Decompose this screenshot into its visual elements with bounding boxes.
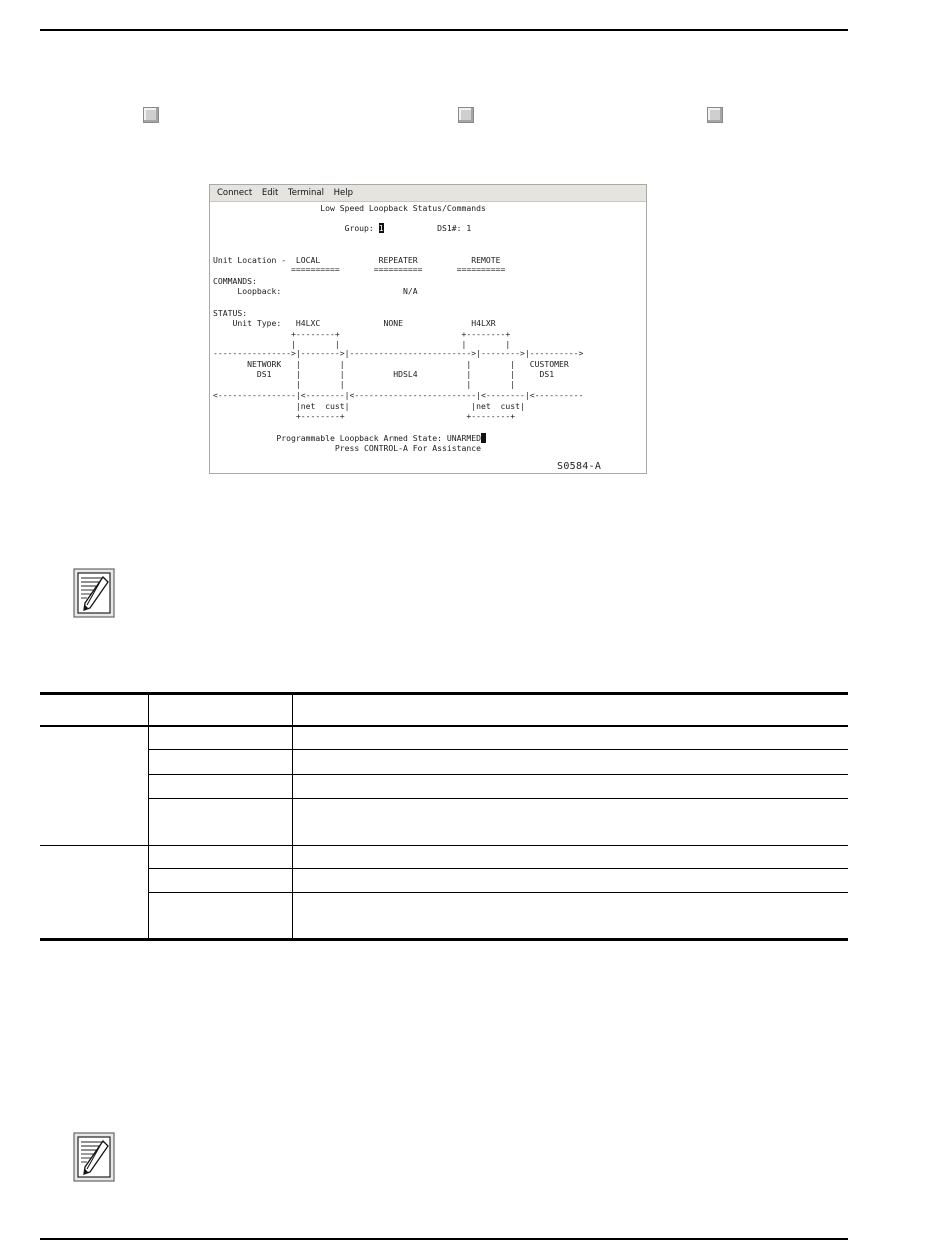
group-line bbox=[213, 223, 471, 233]
note-pencil-icon bbox=[73, 568, 115, 618]
menu-edit[interactable]: Edit bbox=[261, 188, 279, 198]
header-rule bbox=[40, 29, 848, 31]
table-row bbox=[148, 798, 848, 799]
note-pencil-icon bbox=[73, 1132, 115, 1182]
table-col-divider-2 bbox=[292, 695, 293, 940]
ds1-label: DS1#: 1 bbox=[437, 223, 472, 233]
menu-help[interactable]: Help bbox=[333, 188, 354, 198]
table-col-divider-1 bbox=[148, 695, 149, 940]
menu-connect[interactable]: Connect bbox=[217, 188, 253, 198]
loopback-line: Loopback: N/A bbox=[213, 286, 418, 296]
unit-location-line: Unit Location - LOCAL REPEATER REMOTE bbox=[213, 255, 501, 265]
diagram-line-8: |net cust| |net cust| bbox=[213, 401, 525, 411]
armed-state-line bbox=[213, 433, 486, 443]
table-row bbox=[148, 774, 848, 775]
bullet-square-2 bbox=[458, 107, 474, 123]
diagram-line-7: <----------------|<--------|<-------------------------|<--------|<---------- bbox=[213, 390, 584, 400]
diagram-line-3: ---------------->|-------->|------------------------->|-------->|----------> bbox=[213, 348, 584, 358]
diagram-line-2: | | | | bbox=[213, 339, 511, 349]
screen-title: Low Speed Loopback Status/Commands bbox=[213, 203, 486, 213]
status-heading: STATUS: bbox=[213, 308, 248, 318]
terminal-window bbox=[209, 184, 647, 474]
underline-line: ========== ========== ========== bbox=[213, 264, 506, 274]
diagram-line-6: | | | | bbox=[213, 379, 516, 389]
unit-type-line: Unit Type: H4LXC NONE H4LXR bbox=[213, 318, 496, 328]
footer-rule bbox=[40, 1238, 848, 1240]
assistance-line: Press CONTROL-A For Assistance bbox=[213, 443, 482, 453]
terminal-screen bbox=[210, 202, 646, 473]
table-bottom-rule bbox=[40, 938, 848, 941]
bullet-square-1 bbox=[143, 107, 159, 123]
table-row bbox=[148, 749, 848, 750]
table-top-rule bbox=[40, 692, 848, 695]
data-table bbox=[40, 692, 848, 942]
menu-terminal[interactable]: Terminal bbox=[288, 188, 324, 198]
bullet-square-3 bbox=[707, 107, 723, 123]
figure-id: S0584-A bbox=[557, 461, 602, 472]
commands-heading: COMMANDS: bbox=[213, 276, 257, 286]
group-label: Group: bbox=[213, 223, 379, 233]
diagram-line-9: +--------+ +--------+ bbox=[213, 411, 516, 421]
diagram-line-5: DS1 | | HDSL4 | | DS1 bbox=[213, 369, 555, 379]
terminal-menubar bbox=[210, 185, 646, 202]
group-field[interactable]: 1 bbox=[378, 223, 384, 233]
diagram-line-1: +--------+ +--------+ bbox=[213, 329, 511, 339]
table-row bbox=[148, 868, 848, 869]
armed-state-text: Programmable Loopback Armed State: UNARMED bbox=[213, 433, 482, 443]
table-header-rule bbox=[40, 725, 848, 727]
table-row bbox=[148, 892, 848, 893]
diagram-line-4: NETWORK | | | | CUSTOMER bbox=[213, 359, 569, 369]
cursor-block bbox=[481, 433, 486, 443]
table-row bbox=[40, 845, 848, 846]
